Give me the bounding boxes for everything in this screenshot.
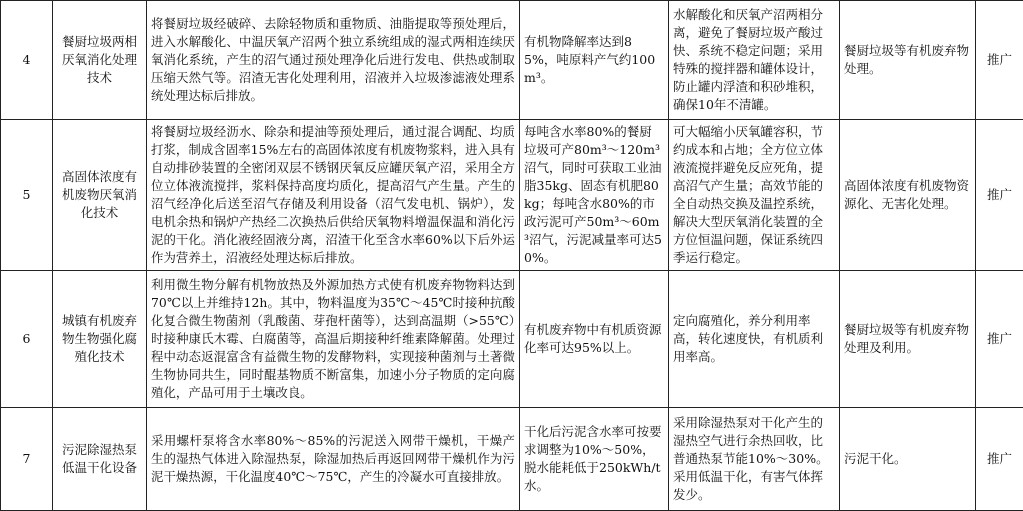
table-row	[1, 271, 1023, 408]
technology-name: 城镇有机废弃物生物强化腐殖化技术	[53, 271, 147, 408]
promotion-level: 推广	[976, 271, 1023, 408]
key-indicators: 干化后污泥含水率可按要求调整为10%～50%，脱水能耗低于250kWh/t水。	[520, 408, 669, 511]
application-scope: 污泥干化。	[840, 408, 976, 511]
application-scope: 高固体浓度有机废物资源化、无害化处理。	[840, 120, 976, 271]
promotion-level: 推广	[976, 120, 1023, 271]
technology-name: 餐厨垃圾两相厌氧消化处理技术	[53, 1, 147, 120]
row-number: 6	[1, 271, 53, 408]
process-description: 利用微生物分解有机物放热及外源加热方式使有机废弃物物料达到70℃以上并维持12h。其中，物料温度为35℃～45℃时接种抗酸化复合微生物菌剂（乳酸菌、芽孢杆菌等），达到高温期（>55℃）时接种康氏木霉、白腐菌等，高温后期接种纤维素降解菌。处理过程中动态返混富含有益微生物的发酵物料，实现接种菌剂与土著微生物协同共生，同时醌基物质不断富集，加速小分子物质的定向腐殖化，产品可用于土壤改良。	[147, 271, 520, 408]
promotion-level: 推广	[976, 408, 1023, 511]
application-scope: 餐厨垃圾等有机废弃物处理及利用。	[840, 271, 976, 408]
technical-features: 定向腐殖化，养分利用率高，转化速度快，有机质利用率高。	[669, 271, 840, 408]
process-description: 将餐厨垃圾经沥水、除杂和提油等预处理后，通过混合调配、均质打浆，制成含固率15%左右的高固体浓度有机废物浆料，进入具有自动排砂装置的全密闭双层不锈钢厌氧反应罐厌氧产沼，采用全方位立体液流搅拌，浆料保持高度均质化，提高沼气产生量。产生的沼气经净化后送至沼气存储及利用设备（沼气发电机、锅炉），发电机余热和锅炉产热经二次换热后供给厌氧物料增温保温和消化污泥的干化。消化液经固液分离，沼渣干化至含水率60%以下后外运作为营养土，沼液经处理达标后排放。	[147, 120, 520, 271]
table-row	[1, 120, 1023, 271]
process-description: 采用螺杆泵将含水率80%～85%的污泥送入网带干燥机，干燥产生的湿热气体进入除湿热泵，除湿加热后再返回网带干燥机作为污泥干燥热源，干化温度40℃～75℃，产生的冷凝水可直接排放。	[147, 408, 520, 511]
technology-name: 高固体浓度有机废物厌氧消化技术	[53, 120, 147, 271]
technology-name: 污泥除湿热泵低温干化设备	[53, 408, 147, 511]
table-row	[1, 408, 1023, 511]
technical-features: 水解酸化和厌氧产沼两相分离，避免了餐厨垃圾产酸过快、系统不稳定问题；采用特殊的搅拌器和罐体设计，防止罐内浮渣和积砂堆积，确保10年不清罐。	[669, 1, 840, 120]
row-number: 5	[1, 120, 53, 271]
technical-features: 可大幅缩小厌氧罐容积，节约成本和占地；全方位立体液流搅拌避免反应死角，提高沼气产生量；高效节能的全自动热交换及温控系统，解决大型厌氧消化装置的全方位恒温问题，保证系统四季运行稳定。	[669, 120, 840, 271]
process-description: 将餐厨垃圾经破碎、去除轻物质和重物质、油脂提取等预处理后，进入水解酸化、中温厌氧产沼两个独立系统组成的湿式两相连续厌氧消化系统，产生的沼气通过预处理净化后进行发电、供热或制取压缩天然气等。沼渣无害化处理利用，沼液并入垃圾渗滤液处理系统处理达标后排放。	[147, 1, 520, 120]
table-row	[1, 1, 1023, 120]
key-indicators: 有机物降解率达到85%，吨原料产气约100m³。	[520, 1, 669, 120]
row-number: 7	[1, 408, 53, 511]
technical-features: 采用除湿热泵对干化产生的湿热空气进行余热回收，比普通热泵节能10%～30%。采用低温干化，有害气体挥发少。	[669, 408, 840, 511]
promotion-level: 推广	[976, 1, 1023, 120]
key-indicators: 有机废弃物中有机质资源化率可达95%以上。	[520, 271, 669, 408]
application-scope: 餐厨垃圾等有机废弃物处理。	[840, 1, 976, 120]
key-indicators: 每吨含水率80%的餐厨垃圾可产80m³～120m³沼气，同时可获取工业油脂35kg、固态有机肥80kg；每吨含水80%的市政污泥可产50m³～60m³沼气，污泥减量率可达50%。	[520, 120, 669, 271]
row-number: 4	[1, 1, 53, 120]
